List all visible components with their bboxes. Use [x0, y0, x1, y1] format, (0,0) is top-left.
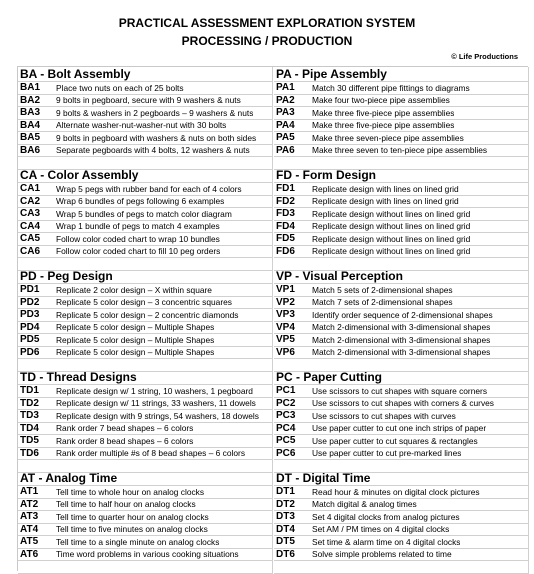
item-description: Replicate design with lines on lined grid: [312, 183, 459, 194]
item-description: Match 30 different pipe fittings to diagrams: [312, 82, 470, 93]
item-description: Tell time to a single minute on analog clocks: [56, 536, 220, 547]
table-row: [274, 486, 529, 499]
item-description: Match 5 sets of 2-dimensional shapes: [312, 284, 453, 295]
table-row: [274, 233, 529, 246]
page-title: PRACTICAL ASSESSMENT EXPLORATION SYSTEM: [118, 16, 416, 30]
item-code: TD6: [20, 447, 39, 459]
table-row: [274, 549, 529, 562]
item-code: FD2: [276, 195, 295, 207]
table-row: [18, 95, 273, 108]
item-description: Replicate 5 color design – 2 concentric diamonds: [56, 309, 239, 320]
table-row: [18, 435, 273, 448]
item-code: TD2: [20, 397, 39, 409]
table-row: [274, 435, 529, 448]
item-code: AT5: [20, 536, 39, 548]
item-description: Match 2-dimensional with 3-dimensional shapes: [312, 334, 491, 345]
item-code: PC3: [276, 410, 296, 422]
item-description: Alternate washer-nut-washer-nut with 30 bolts: [56, 120, 227, 131]
item-code: PA3: [276, 107, 295, 119]
section-ca: [18, 168, 273, 271]
table-row: [274, 309, 529, 322]
item-code: PA1: [276, 82, 295, 94]
item-code: TD1: [20, 385, 39, 397]
item-code: AT6: [20, 548, 39, 560]
table-row: [18, 145, 273, 158]
item-code: PD3: [20, 309, 40, 321]
item-description: Rank order 7 bead shapes – 6 colors: [56, 423, 194, 434]
table-row: [274, 524, 529, 537]
item-description: Replicate design with 9 strings, 54 washers, 18 dowels: [56, 410, 259, 421]
item-code: PC5: [276, 435, 296, 447]
item-description: Use paper cutter to cut one inch strips of paper: [312, 423, 487, 434]
item-code: PD5: [20, 334, 40, 346]
table-row: [18, 347, 273, 360]
item-code: CA5: [20, 233, 41, 245]
item-code: BA5: [20, 132, 41, 144]
table-row: [274, 246, 529, 259]
item-code: PC2: [276, 397, 296, 409]
item-description: Make three five-piece pipe assemblies: [312, 107, 455, 118]
table-row: [18, 536, 273, 549]
item-code: DT5: [276, 536, 295, 548]
item-description: Set 4 digital clocks from analog pictures: [312, 511, 460, 522]
table-row: [18, 284, 273, 297]
item-description: Separate pegboards with 4 bolts, 12 washers & nuts: [56, 145, 250, 156]
table-row: [18, 511, 273, 524]
item-code: CA2: [20, 195, 41, 207]
item-description: Use paper cutter to cut squares & rectangles: [312, 435, 478, 446]
item-code: DT6: [276, 548, 295, 560]
item-description: Replicate 5 color design – 3 concentric squares: [56, 297, 232, 308]
item-description: Tell time to half hour on analog clocks: [56, 499, 196, 510]
table-row: [18, 524, 273, 537]
section-title: FD - Form Design: [274, 168, 529, 183]
item-description: Replicate design w/ 1 string, 10 washers, 1 pegboard: [56, 385, 253, 396]
table-row: [274, 410, 529, 423]
table-row: [274, 347, 529, 360]
table-row: [274, 536, 529, 549]
item-code: BA2: [20, 94, 41, 106]
table-row: [18, 549, 273, 562]
item-code: AT1: [20, 486, 39, 498]
table-row: [18, 334, 273, 347]
table-row: [18, 322, 273, 335]
item-code: PC4: [276, 422, 296, 434]
section-td: [18, 370, 273, 473]
item-description: Make four two-piece pipe assemblies: [312, 95, 450, 106]
item-description: Follow color coded chart to wrap 10 bundles: [56, 233, 220, 244]
table-row: [274, 82, 529, 95]
section-pa: [274, 67, 529, 170]
section-title: TD - Thread Designs: [18, 370, 273, 385]
item-description: Match digital & analog times: [312, 499, 417, 510]
item-description: Rank order multiple #s of 8 bead shapes – 6 colors: [56, 448, 246, 459]
item-description: Replicate design without lines on lined grid: [312, 246, 471, 257]
item-code: BA6: [20, 144, 41, 156]
item-code: CA1: [20, 183, 41, 195]
section-ba: [18, 67, 273, 170]
item-code: FD6: [276, 245, 295, 257]
table-row: [18, 398, 273, 411]
item-description: Replicate design without lines on lined grid: [312, 221, 471, 232]
table-row: [18, 423, 273, 436]
item-description: Replicate 5 color design – Multiple Shapes: [56, 347, 215, 358]
item-description: Replicate 2 color design – X within square: [56, 284, 212, 295]
section-title: PC - Paper Cutting: [274, 370, 529, 385]
item-code: VP3: [276, 309, 295, 321]
item-code: PA4: [276, 119, 295, 131]
section-vp: [274, 269, 529, 372]
item-description: Place two nuts on each of 25 bolts: [56, 82, 184, 93]
section-title: AT - Analog Time: [18, 471, 273, 486]
table-row: [274, 284, 529, 297]
item-description: Tell time to whole hour on analog clocks: [56, 486, 205, 497]
item-code: TD4: [20, 422, 39, 434]
item-description: Time word problems in various cooking situations: [56, 549, 239, 560]
item-description: Follow color coded chart to fill 10 peg orders: [56, 246, 221, 257]
item-description: Make three five-piece pipe assemblies: [312, 120, 455, 131]
table-row: [274, 334, 529, 347]
item-code: DT1: [276, 486, 295, 498]
item-description: Tell time to five minutes on analog clocks: [56, 524, 208, 535]
table-row: [18, 246, 273, 259]
item-description: Set AM / PM times on 4 digital clocks: [312, 524, 450, 535]
item-description: Make three seven-piece pipe assemblies: [312, 132, 464, 143]
table-row: [274, 132, 529, 145]
table-row: [18, 448, 273, 461]
table-row: [274, 95, 529, 108]
item-code: DT4: [276, 523, 295, 535]
section-pc: [274, 370, 529, 473]
table-row: [274, 145, 529, 158]
table-row: [274, 107, 529, 120]
item-code: VP5: [276, 334, 295, 346]
table-row: [18, 486, 273, 499]
item-code: FD5: [276, 233, 295, 245]
section-title: BA - Bolt Assembly: [18, 67, 273, 82]
section-title: DT - Digital Time: [274, 471, 529, 486]
item-description: Replicate 5 color design – Multiple Shapes: [56, 334, 215, 345]
item-code: FD3: [276, 208, 295, 220]
section-title: PD - Peg Design: [18, 269, 273, 284]
table-row: [18, 410, 273, 423]
table-row: [274, 448, 529, 461]
section-title: PA - Pipe Assembly: [274, 67, 529, 82]
item-description: Wrap 6 bundles of pegs following 6 examples: [56, 196, 225, 207]
section-title: VP - Visual Perception: [274, 269, 529, 284]
item-description: Use scissors to cut shapes with curves: [312, 410, 456, 421]
item-description: Use paper cutter to cut pre-marked lines: [312, 448, 462, 459]
table-row: [274, 297, 529, 310]
table-row: [274, 120, 529, 133]
table-row: [274, 183, 529, 196]
copyright-credit: © Life Productions: [451, 52, 518, 61]
table-row: [274, 322, 529, 335]
item-description: Rank order 8 bead shapes – 6 colors: [56, 435, 194, 446]
item-code: TD3: [20, 410, 39, 422]
item-description: 9 bolts in pegboard with washers & nuts on both sides: [56, 132, 257, 143]
item-description: Make three seven to ten-piece pipe assemblies: [312, 145, 488, 156]
item-description: Replicate 5 color design – Multiple Shapes: [56, 322, 215, 333]
item-code: PD1: [20, 284, 40, 296]
table-row: [18, 233, 273, 246]
item-code: CA4: [20, 220, 41, 232]
table-row: [274, 385, 529, 398]
table-row: [18, 297, 273, 310]
table-row: [18, 132, 273, 145]
item-description: Wrap 5 bundles of pegs to match color diagram: [56, 208, 232, 219]
item-code: TD5: [20, 435, 39, 447]
item-code: PA6: [276, 144, 295, 156]
item-description: Match 7 sets of 2-dimensional shapes: [312, 297, 453, 308]
item-code: VP2: [276, 296, 295, 308]
item-description: Wrap 5 pegs with rubber band for each of 4 colors: [56, 183, 242, 194]
item-description: Replicate design with lines on lined grid: [312, 196, 459, 207]
table-row: [18, 183, 273, 196]
item-code: PA2: [276, 94, 295, 106]
item-description: 9 bolts & washers in 2 pegboards – 9 washers & nuts: [56, 107, 254, 118]
table-row: [18, 208, 273, 221]
item-code: PA5: [276, 132, 295, 144]
item-description: Read hour & minutes on digital clock pictures: [312, 486, 480, 497]
item-description: Set time & alarm time on 4 digital clocks: [312, 536, 461, 547]
item-code: VP4: [276, 321, 295, 333]
assessment-table: [17, 66, 528, 571]
item-description: Use scissors to cut shapes with corners & curves: [312, 398, 494, 409]
table-row: [18, 107, 273, 120]
table-row: [274, 221, 529, 234]
item-description: Match 2-dimensional with 3-dimensional shapes: [312, 347, 491, 358]
section-pd: [18, 269, 273, 372]
item-code: PD4: [20, 321, 40, 333]
item-description: Solve simple problems related to time: [312, 549, 452, 560]
table-row: [18, 120, 273, 133]
item-code: VP1: [276, 284, 295, 296]
section-dt: [274, 471, 529, 574]
item-code: PC1: [276, 385, 296, 397]
table-row: [274, 398, 529, 411]
item-code: PC6: [276, 447, 296, 459]
item-description: Replicate design w/ 11 strings, 33 washers, 11 dowels: [56, 398, 256, 409]
item-code: PD6: [20, 346, 40, 358]
section-at: [18, 471, 273, 574]
item-description: Identify order sequence of 2-dimensional shapes: [312, 309, 493, 320]
item-description: Replicate design without lines on lined grid: [312, 233, 471, 244]
item-code: BA4: [20, 119, 41, 131]
table-row: [18, 385, 273, 398]
item-code: PD2: [20, 296, 40, 308]
item-code: DT2: [276, 498, 295, 510]
page-subtitle: PROCESSING / PRODUCTION: [181, 34, 353, 48]
item-code: AT2: [20, 498, 39, 510]
table-row: [18, 499, 273, 512]
item-code: FD1: [276, 183, 295, 195]
item-code: AT3: [20, 511, 39, 523]
item-description: Match 2-dimensional with 3-dimensional shapes: [312, 322, 491, 333]
table-row: [18, 309, 273, 322]
item-description: Use scissors to cut shapes with square corners: [312, 385, 488, 396]
table-row: [274, 511, 529, 524]
item-description: Tell time to quarter hour on analog clocks: [56, 511, 209, 522]
item-description: Replicate design without lines on lined grid: [312, 208, 471, 219]
item-description: Wrap 1 bundle of pegs to match 4 examples: [56, 221, 220, 232]
item-code: DT3: [276, 511, 295, 523]
table-row: [18, 221, 273, 234]
table-row: [274, 208, 529, 221]
section-title: CA - Color Assembly: [18, 168, 273, 183]
item-code: AT4: [20, 523, 39, 535]
item-code: VP6: [276, 346, 295, 358]
table-row: [274, 499, 529, 512]
table-row: [274, 423, 529, 436]
item-description: 9 bolts in pegboard, secure with 9 washers & nuts: [56, 95, 241, 106]
section-fd: [274, 168, 529, 271]
item-code: CA6: [20, 245, 41, 257]
table-row: [18, 82, 273, 95]
table-row: [274, 196, 529, 209]
item-code: FD4: [276, 220, 295, 232]
item-code: CA3: [20, 208, 41, 220]
item-code: BA1: [20, 82, 41, 94]
item-code: BA3: [20, 107, 41, 119]
table-row: [18, 196, 273, 209]
